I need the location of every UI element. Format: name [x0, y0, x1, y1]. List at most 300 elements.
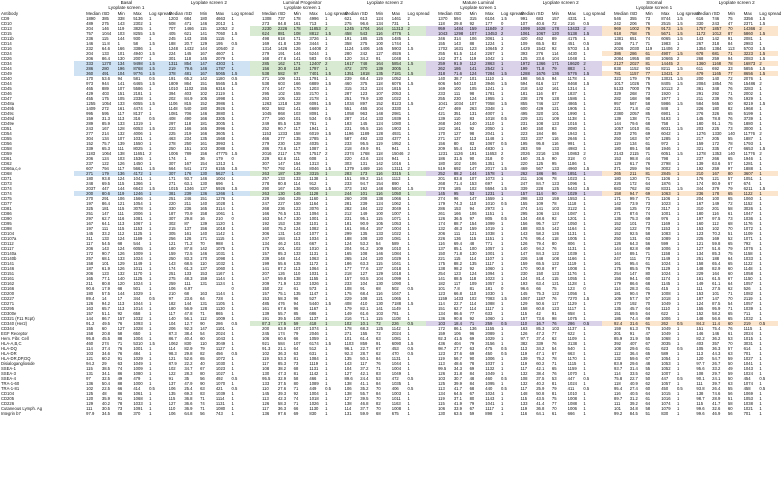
value-cell: 1887 [743, 136, 753, 141]
value-cell: 157 [519, 191, 535, 196]
value-cell: 143 [293, 231, 301, 236]
value-cell: 82.8 [629, 246, 638, 251]
value-cell: 97.7 [520, 336, 529, 341]
value-cell: 36.8 [536, 406, 545, 411]
value-cell: 267 [696, 41, 704, 46]
value-cell: 225 [168, 131, 176, 136]
value-cell: 39.5 [277, 316, 287, 321]
value-cell: 1 [149, 351, 152, 356]
value-cell: 141 [469, 66, 485, 71]
value-cell: 161 [614, 261, 621, 266]
value-cell: 1 [231, 336, 234, 341]
value-cell: 1201 [567, 216, 577, 221]
value-cell: 107 [293, 341, 301, 346]
value-cell: 447 [101, 186, 109, 191]
value-cell: 1137 [567, 326, 577, 331]
value-cell: 133 [101, 51, 109, 56]
value-cell: 1057 [485, 246, 495, 251]
value-cell: 59 [293, 321, 309, 326]
value-cell: 216 [567, 21, 575, 26]
value-cell: 22 [277, 286, 283, 291]
value-cell: 1094 [309, 211, 319, 216]
value-cell: 458 [344, 31, 360, 36]
value-cell: 268 [438, 121, 446, 126]
value-cell: 124 [696, 301, 704, 306]
value-cell: 403 [696, 341, 704, 346]
value-cell: 130 [293, 216, 301, 221]
value-cell: 210 [215, 216, 223, 221]
value-cell: 96 [293, 296, 299, 301]
value-cell: 137 [200, 186, 208, 191]
value-cell: 1018 [485, 116, 495, 121]
value-cell: 466 [309, 376, 317, 381]
value-cell: 1144 [215, 276, 225, 281]
value-cell: 864 [184, 81, 192, 86]
value-cell: 128 [551, 96, 559, 101]
value-cell: 110 [469, 81, 477, 86]
value-cell: 119 [376, 141, 383, 146]
value-cell: 68 [117, 286, 123, 291]
value-cell: 191 [262, 316, 270, 321]
value-cell: 1088 [485, 301, 495, 306]
value-cell: 13111 [391, 166, 403, 171]
value-cell: 616 [696, 16, 704, 21]
value-cell: 61 [645, 261, 651, 266]
value-cell: 80 [551, 241, 557, 246]
value-cell: 944 [101, 81, 109, 86]
value-cell: 600 [520, 106, 528, 111]
value-cell: 1.5 [676, 31, 695, 36]
value-cell: 3049 [215, 341, 226, 346]
value-cell: 252 [262, 126, 270, 131]
value-cell: 121 [376, 296, 384, 301]
value-cell: 29.8 [184, 216, 193, 221]
value-cell: 1059 [309, 336, 319, 341]
value-cell: 344 [133, 296, 141, 301]
value-cell: 90.7 [101, 251, 111, 256]
value-cell: 1990 [567, 111, 577, 116]
value-cell: 1008 [567, 396, 577, 401]
value-cell: 1 [583, 411, 586, 416]
value-cell: 127 [344, 371, 352, 376]
value-cell: 361 [696, 86, 704, 91]
value-cell: 1 [583, 96, 586, 101]
value-cell: 204 [86, 51, 94, 56]
value-cell: 70.2 [712, 231, 721, 236]
value-cell: 142 [551, 226, 559, 231]
value-cell: 1 [325, 276, 328, 281]
value-cell: 94.7 [629, 191, 645, 196]
value-cell: 1037 [485, 361, 495, 366]
value-cell: 1 [501, 291, 504, 296]
value-cell: 119 [645, 46, 653, 51]
value-cell: 1 [231, 356, 234, 361]
value-cell: 1586 [567, 96, 577, 101]
value-cell: 1125 [133, 276, 143, 281]
value-cell: 275 [168, 276, 176, 281]
value-cell: 1 [500, 66, 519, 71]
value-cell: 103 [551, 326, 559, 331]
value-cell: 152 [614, 231, 621, 236]
value-cell: 108 [293, 316, 301, 321]
value-cell: 34.5 [101, 411, 111, 416]
value-cell: 156 [438, 141, 446, 146]
antibody-name: CD295 [1, 306, 15, 311]
value-cell: 543 [359, 31, 375, 36]
value-cell: 116 [551, 141, 559, 146]
value-cell: 1 [407, 91, 410, 96]
value-cell: 3315 [308, 171, 324, 176]
value-cell: 229 [520, 116, 528, 121]
value-cell: 3114 [215, 206, 225, 211]
value-cell: 166 [453, 211, 461, 216]
value-cell: 854 [183, 61, 199, 66]
value-cell: 30.7 [453, 376, 462, 381]
value-cell: 49 [117, 376, 123, 381]
value-cell: 178 [711, 191, 727, 196]
value-cell: 4474 [133, 106, 143, 111]
value-cell: 921 [262, 341, 270, 346]
value-cell: 138 [629, 116, 637, 121]
value-cell: 1095 [485, 381, 495, 386]
value-cell: 40.6 [536, 21, 545, 26]
value-cell: 1063 [660, 191, 676, 196]
value-cell: 1 [758, 191, 778, 196]
value-cell: 1 [759, 261, 762, 266]
value-cell: 1.5 [759, 56, 766, 61]
value-cell: 1 [407, 396, 410, 401]
value-cell: 66 [536, 286, 541, 291]
value-cell: 370 [359, 66, 375, 71]
value-cell: 1023 [661, 201, 671, 206]
value-cell: 1.5 [325, 301, 331, 306]
value-cell: 1033 [743, 256, 753, 261]
value-cell: 0.5 [149, 76, 155, 81]
value-cell: 1278 [696, 151, 706, 156]
value-cell: 0.5 [149, 296, 155, 301]
value-cell: 1 [676, 96, 680, 101]
value-cell: 153 [696, 226, 704, 231]
value-cell: 295 [262, 91, 270, 96]
value-cell: 124 [376, 121, 384, 126]
value-cell: 115 [696, 401, 704, 406]
column-header: Max [215, 10, 225, 16]
value-cell: 1 [583, 131, 586, 136]
antibody-name: CD73 [1, 181, 12, 186]
value-cell: 96 [551, 171, 567, 176]
value-cell: 197 [86, 226, 94, 231]
value-cell: 129 [376, 271, 384, 276]
value-cell: 1 [501, 256, 504, 261]
value-cell: 114 [535, 191, 551, 196]
value-cell: 1 [501, 241, 504, 246]
value-cell: 217 [696, 136, 704, 141]
value-cell: 116 [376, 166, 383, 171]
value-cell: 1 [759, 391, 762, 396]
value-cell: 277 [262, 116, 270, 121]
value-cell: 118 [438, 21, 445, 26]
value-cell: 114 [293, 181, 301, 186]
value-cell: 145 [86, 231, 94, 236]
value-cell: 3088 [215, 146, 226, 151]
value-cell: 3315 [391, 171, 407, 176]
value-cell: 1 [501, 271, 504, 276]
value-cell: 289 [86, 121, 94, 126]
value-cell: 219 [168, 66, 184, 71]
value-cell: 20.8 [101, 331, 111, 336]
value-cell: 174 [277, 331, 285, 336]
value-cell: 1015 [743, 336, 753, 341]
value-cell: 1 [149, 241, 152, 246]
value-cell: 382 [520, 341, 528, 346]
value-cell: 133 [520, 401, 528, 406]
value-cell: 1023 [567, 176, 577, 181]
value-cell: 158 [86, 261, 94, 266]
value-cell: 159 [438, 331, 446, 336]
value-cell: 103 [117, 31, 125, 36]
value-cell: 50.4 [101, 381, 111, 386]
value-cell: 172 [712, 141, 720, 146]
value-cell: 1 [583, 276, 586, 281]
value-cell: 1255 [86, 101, 96, 106]
value-cell: 1.5 [231, 31, 238, 36]
value-cell: 175 [344, 291, 352, 296]
value-cell: 1 [325, 231, 328, 236]
value-cell: 69 [645, 246, 651, 251]
value-cell: 1 [231, 266, 234, 271]
value-cell: 191 [277, 51, 285, 56]
value-cell: 90.7 [277, 126, 287, 131]
value-cell: 339 [520, 186, 528, 191]
value-cell: 200 [262, 326, 270, 331]
value-cell: 135 [293, 261, 301, 266]
value-cell: 140 [727, 151, 735, 156]
value-cell: 47.6 [277, 56, 287, 61]
value-cell: 1 [501, 331, 504, 336]
value-cell: 1 [407, 136, 410, 141]
value-cell: 175 [262, 246, 270, 251]
value-cell: 136 [551, 71, 567, 76]
value-cell: 64 [645, 306, 651, 311]
value-cell: 1 [583, 16, 586, 21]
value-cell: 1 [501, 336, 504, 341]
value-cell: 479 [695, 71, 711, 76]
value-cell: 117 [293, 146, 301, 151]
value-cell: 371 [614, 166, 621, 171]
value-cell: 180 [86, 291, 94, 296]
column-header: Max [743, 10, 752, 16]
value-cell: 262 [660, 321, 676, 326]
value-cell: 104 [117, 71, 133, 76]
antibody-name: HLA-DR,DP,DQ [1, 356, 31, 361]
value-cell: 2170 [309, 91, 319, 96]
value-cell: 113 [117, 306, 125, 311]
value-cell: 92.3 [184, 326, 193, 331]
value-cell: 292 [712, 91, 720, 96]
value-cell: 1 [676, 256, 680, 261]
value-cell: 10.1 [359, 321, 375, 326]
value-cell: 36.5 [453, 216, 462, 221]
value-cell: 181 [614, 291, 621, 296]
value-cell: 1 [231, 191, 251, 196]
value-cell: 1018 [215, 226, 226, 231]
value-cell: 1057 [485, 281, 495, 286]
value-cell: 806 [567, 241, 575, 246]
value-cell: 5986 [661, 101, 671, 106]
value-cell: 9776 [132, 71, 148, 76]
value-cell: 72 [727, 76, 733, 81]
value-cell: 1131 [391, 356, 401, 361]
value-cell: 174 [168, 156, 176, 161]
value-cell: 58 [645, 101, 651, 106]
value-cell: 1071 [743, 236, 753, 241]
value-cell: 1224 [485, 41, 495, 46]
value-cell: 126 [520, 241, 528, 246]
value-cell: 1.5 [676, 51, 695, 56]
value-cell: 1 [149, 396, 152, 401]
value-cell: 1004 [391, 226, 402, 231]
value-cell: 1 [149, 196, 152, 201]
antibody-name: CD58 [1, 146, 12, 151]
value-cell: 1012 [711, 31, 727, 36]
value-cell: 5193 [661, 116, 671, 121]
value-cell: 3026 [743, 206, 753, 211]
value-cell: 1058 [344, 111, 354, 116]
value-cell: 14445 [660, 61, 676, 66]
value-cell: 1176 [567, 271, 577, 276]
value-cell: 96 [453, 196, 459, 201]
value-cell: 1 [583, 251, 586, 256]
value-cell: 320 [536, 111, 544, 116]
value-cell: 148 [536, 256, 544, 261]
value-cell: 133 [376, 136, 384, 141]
value-cell: 1 [501, 121, 504, 126]
value-cell: 1115 [215, 236, 225, 241]
value-cell: 47.8 [184, 311, 193, 316]
value-cell: 42.3 [277, 396, 287, 401]
value-cell: 802 [262, 106, 270, 111]
value-cell: 1.5 [325, 166, 331, 171]
value-cell: 1152 [629, 66, 639, 71]
value-cell: 1137 [309, 316, 319, 321]
value-cell: 53.3 [277, 356, 287, 361]
value-cell: 316 [133, 116, 141, 121]
value-cell: 1115 [743, 326, 753, 331]
value-cell: 53 [376, 376, 381, 381]
value-cell: 1130 [309, 406, 319, 411]
value-cell: 103 [200, 146, 208, 151]
value-cell: 78 [469, 361, 475, 366]
value-cell: 538 [261, 71, 277, 76]
value-cell: 141 [376, 306, 384, 311]
value-cell: 44 [645, 156, 651, 161]
value-cell: 1319 [133, 121, 143, 126]
value-cell: 1 [583, 246, 586, 251]
value-cell: 278 [262, 181, 270, 186]
value-cell: 80 [645, 271, 651, 276]
value-cell: 485 [262, 301, 270, 306]
value-cell: 101 [551, 111, 559, 116]
value-cell: 140 [469, 121, 477, 126]
value-cell: 71.6 [453, 71, 469, 76]
value-cell: 589 [391, 241, 399, 246]
value-cell: 229 [262, 196, 270, 201]
value-cell: 1 [676, 296, 680, 301]
value-cell: 136 [453, 236, 461, 241]
value-cell: 757 [86, 31, 94, 36]
value-cell: 1.5 [149, 166, 155, 171]
value-cell: 1939 [391, 116, 402, 121]
value-cell: 1 [676, 156, 680, 161]
value-cell: 15046 [391, 151, 404, 156]
value-cell: 69 [469, 366, 475, 371]
value-cell: 0.5 [231, 321, 238, 326]
value-cell: 95.7 [536, 221, 545, 226]
value-cell: 7000 [629, 86, 640, 91]
column-header: Median [168, 10, 184, 16]
value-cell: 156 [277, 196, 285, 201]
value-cell: 247 [520, 181, 528, 186]
value-cell: 128 [117, 126, 125, 131]
value-cell: 2013 [215, 21, 226, 26]
value-cell: 124 [469, 271, 477, 276]
value-cell: 1031 [309, 271, 319, 276]
value-cell: 1 [501, 76, 504, 81]
value-cell: 281 [344, 201, 352, 206]
value-cell: 1 [231, 256, 234, 261]
value-cell: 153 [469, 181, 477, 186]
value-cell: 307 [168, 161, 176, 166]
value-cell: 138 [117, 151, 125, 156]
value-cell: 1 [759, 41, 762, 46]
value-cell: 147 [469, 166, 477, 171]
value-cell: 61.4 [360, 336, 369, 341]
value-cell: 134 [438, 311, 446, 316]
value-cell: 1 [501, 341, 504, 346]
value-cell: 112 [200, 316, 207, 321]
value-cell: 137 [453, 136, 461, 141]
value-cell: 1010 [168, 86, 178, 91]
value-cell: 6051 [661, 151, 671, 156]
value-cell: 1.5 [148, 66, 168, 71]
value-cell: 101 [344, 336, 352, 341]
value-cell: 123 [438, 351, 446, 356]
value-cell: 1043 [437, 31, 453, 36]
value-cell: 1094 [485, 271, 495, 276]
value-cell: 1 [759, 281, 762, 286]
value-cell: 1019 [485, 226, 495, 231]
value-cell: 1028 [215, 201, 226, 206]
value-cell: 103 [438, 376, 446, 381]
value-cell: 104 [344, 366, 352, 371]
value-cell: 280 [344, 51, 352, 56]
value-cell: 36.3 [712, 346, 721, 351]
value-cell: 146 [199, 66, 215, 71]
value-cell: 101 [614, 406, 621, 411]
value-cell: 197 [696, 216, 704, 221]
value-cell: 746 [712, 16, 720, 21]
value-cell: 1 [676, 396, 680, 401]
value-cell: 82.1 [360, 306, 369, 311]
value-cell: 211 [86, 281, 93, 286]
value-cell: 1074 [743, 381, 753, 386]
value-cell: 1880 [743, 121, 753, 126]
value-cell: 95.5 [360, 141, 369, 146]
value-cell: 1946 [743, 156, 753, 161]
value-cell: 1128 [567, 281, 577, 286]
value-cell: 1084 [309, 356, 319, 361]
antibody-name: CD112 [1, 241, 14, 246]
